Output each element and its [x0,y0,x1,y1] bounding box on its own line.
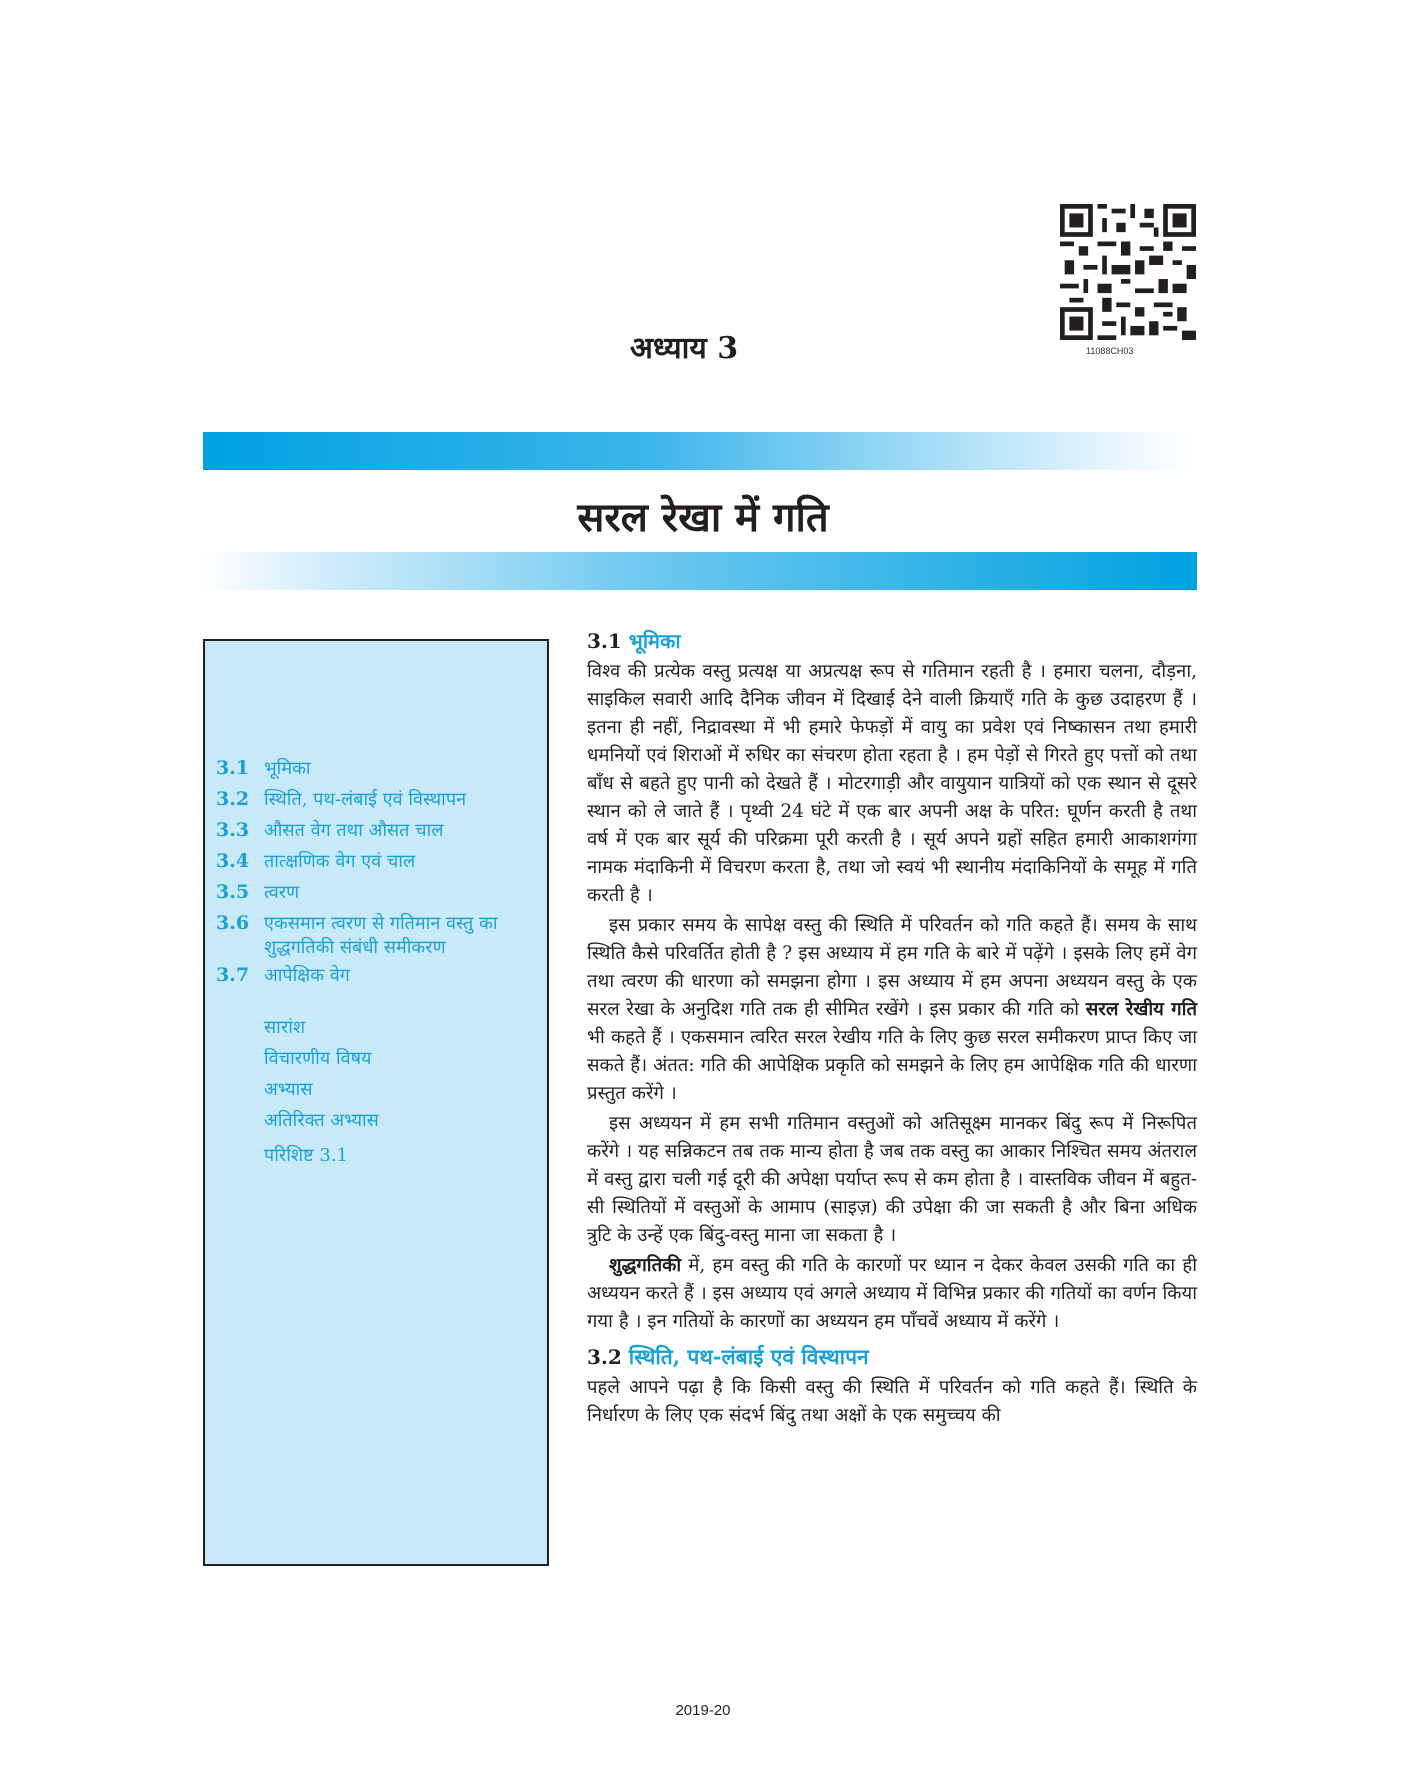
paragraph: इस अध्ययन में हम सभी गतिमान वस्तुओं को अतिसूक्ष्म मानकर बिंदु रूप में निरूपित करेंगे । यह सन्निकटन तब तक मान्य होता है जब तक वस्तु का आकार निश्चित समय अंतराल में वस्तु द्वारा चली गई दूरी की अपेक्षा पर्याप्त रूप से कम होता है । वास्तविक जीवन में बहुत-सी स्थितियों में वस्तुओं के आमाप (साइज़) की उपेक्षा की जा सकती है और बिना अधिक त्रुटि के उन्हें एक बिंदु-वस्तु माना जा सकता है । [587,1113,1197,1246]
toc-item[interactable] [216,908,546,960]
toc-item[interactable] [216,815,546,846]
toc-item-label: तात्क्षणिक वेग एवं चाल [264,851,416,872]
section-number: 3.2 [587,1345,622,1369]
toc-item-label: औसत वेग तथा औसत चाल [264,820,444,841]
toc-item-label: एकसमान त्वरण से गतिमान वस्तु का शुद्धगतिकी संबंधी समीकरण [264,913,498,958]
toc-item-label: त्वरण [264,882,300,903]
toc-extra-points-to-ponder[interactable]: विचारणीय विषय [264,1048,372,1069]
bold-term: शुद्धगतिकी [609,1255,682,1276]
page-footer-year: 2019-20 [675,1702,731,1719]
toc-item-label: स्थिति, पथ-लंबाई एवं विस्थापन [264,789,467,810]
chapter-title: सरल रेखा में गति [577,494,829,541]
toc-item[interactable] [216,846,546,877]
title-band-top [203,432,1193,470]
toc-extra-appendix[interactable]: परिशिष्ट 3.1 [264,1145,349,1166]
toc-item[interactable] [216,877,546,908]
chapter-label: अध्याय 3 [630,331,739,366]
paragraph [587,1252,1197,1336]
toc-item-number: 3.4 [216,850,250,872]
section-title: भूमिका [628,629,681,653]
toc-item-number: 3.1 [216,757,250,779]
paragraph-text: इस प्रकार समय के सापेक्ष वस्तु की स्थिति में परिवर्तन को गति कहते हैं। समय के साथ स्थिति कैसे परिवर्तित होती है ? इस अध्याय में हम गति के बारे में पढ़ेंगे । इसके लिए हमें वेग तथा त्वरण की धारणा को समझना होगा । इस अध्याय में हम अपना अध्ययन वस्तु के एक सरल रेखा के अनुदिश गति तक ही सीमित रखेंगे । इस प्रकार की गति को [587,915,1197,1020]
toc-item-label: आपेक्षिक वेग [264,965,350,986]
toc-item[interactable] [216,784,546,815]
paragraph: विश्व की प्रत्येक वस्तु प्रत्यक्ष या अप्रत्यक्ष रूप से गतिमान रहती है । हमारा चलना, दौड़ना, साइकिल सवारी आदि दैनिक जीवन में दिखाई देने वाली क्रियाएँ गति के कुछ उदाहरण हैं । इतना ही नहीं, निद्रावस्था में भी हमारे फेफड़ों में वायु का प्रवेश एवं निष्कासन तथा हमारी धमनियों एवं शिराओं में रुधिर का संचरण होता रहता है । हम पेड़ों से गिरते हुए पत्तों को तथा बाँध से बहते हुए पानी को देखते हैं । मोटरगाड़ी और वायुयान यात्रियों को एक स्थान से दूसरे स्थान को ले जाते हैं । पृथ्वी 24 घंटे में एक बार अपनी अक्ष के परित: घूर्णन करती है तथा वर्ष में एक बार सूर्य की परिक्रमा पूरी करती है । सूर्य अपने ग्रहों सहित हमारी आकाशगंगा नामक मंदाकिनी में विचरण करता है, तथा जो स्वयं भी स्थानीय मंदाकिनियों के समूह में गति करती है । [587,661,1197,906]
toc-item[interactable] [216,960,546,991]
toc-extras [264,1012,379,1171]
toc-item-label: भूमिका [264,758,311,779]
section-title: स्थिति, पथ-लंबाई एवं विस्थापन [628,1344,869,1369]
toc-item-number: 3.7 [216,964,250,986]
toc-item-number: 3.6 [216,912,250,934]
paragraph: पहले आपने पढ़ा है कि किसी वस्तु की स्थिति में परिवर्तन को गति कहते हैं। स्थिति के निर्धारण के लिए एक संदर्भ बिंदु तथा अक्षों के एक समुच्चय की [587,1377,1197,1426]
section-heading-3-2 [587,1342,1197,1372]
title-band-bottom [203,552,1197,590]
qr-code-label: 11088CH03 [1086,346,1134,356]
toc-item-number: 3.3 [216,819,250,841]
toc-list [216,753,546,991]
bold-term: सरल रेखीय गति [1085,999,1197,1020]
toc-item-number: 3.2 [216,788,250,810]
paragraph-text: भी कहते हैं । एकसमान त्वरित सरल रेखीय गति के लिए कुछ सरल समीकरण प्राप्त किए जा सकते हैं। अंतत: गति की आपेक्षिक प्रकृति को समझने के लिए हम आपेक्षिक गति की धारणा प्रस्तुत करेंगे । [587,1027,1197,1104]
toc-extra-summary[interactable]: सारांश [264,1017,306,1038]
toc-extra-exercises[interactable]: अभ्यास [264,1079,313,1100]
paragraph [587,912,1197,1108]
toc-extra-additional-exercises[interactable]: अतिरिक्त अभ्यास [264,1110,379,1131]
main-content [587,626,1197,1430]
section-heading-3-1 [587,626,1197,656]
paragraph-text: में, हम वस्तु की गति के कारणों पर ध्यान न देकर केवल उसकी गति का ही अध्ययन करते हैं । इस अध्याय एवं अगले अध्याय में विभिन्न प्रकार की गतियों का वर्णन किया गया है । इन गतियों के कारणों का अध्ययन हम पाँचवें अध्याय में करेंगे । [587,1255,1197,1332]
section-number: 3.1 [587,629,622,653]
toc-item-number: 3.5 [216,881,250,903]
toc-item[interactable] [216,753,546,784]
qr-code [1060,204,1196,340]
